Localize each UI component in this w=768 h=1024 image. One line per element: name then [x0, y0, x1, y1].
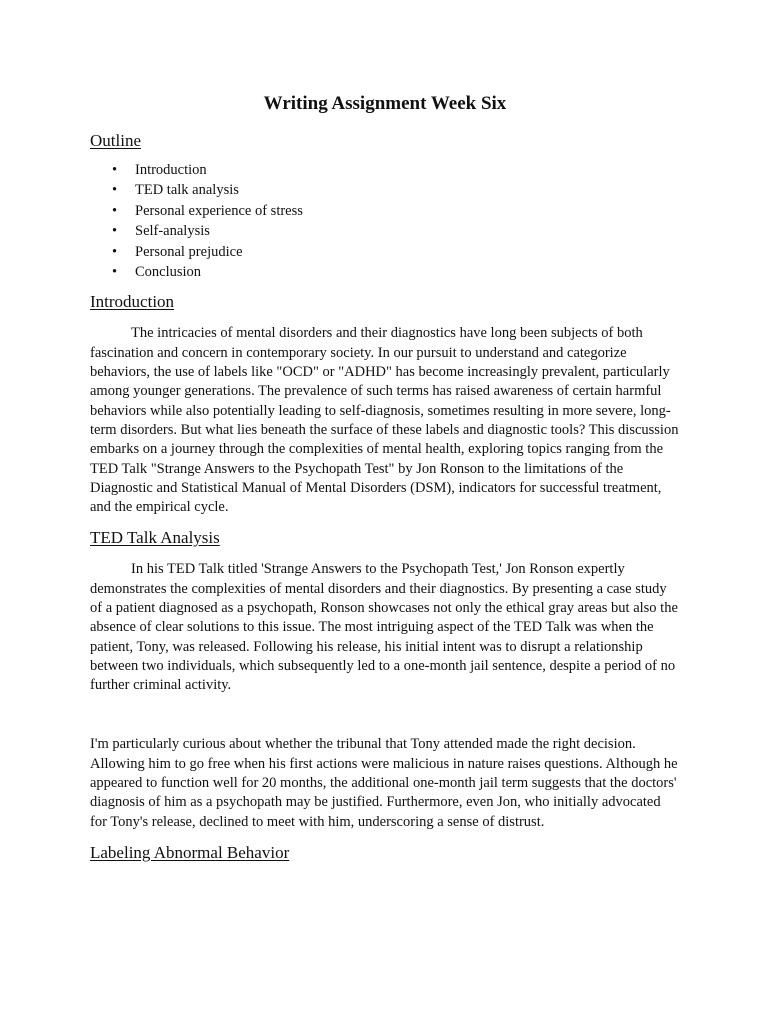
- bullet-icon: •: [112, 243, 118, 260]
- document-page: [90, 92, 680, 864]
- bullet-icon: •: [112, 202, 118, 219]
- ted-talk-paragraph-2: I'm particularly curious about whether the tribunal that Tony attended made the right decision. Allowing him to go free when his first actions were malicious in nature raises questions. Although he appeared to function well for 20 months, the additional one-month jail term suggests that the doctors' diagnosis of him as a psychopath may be justified. Furthermore, even Jon, who initially advocated for Tony's release, declined to meet with him, underscoring a sense of distrust.: [90, 736, 678, 830]
- outline-item: [112, 180, 680, 200]
- outline-item: [112, 201, 680, 221]
- bullet-icon: •: [112, 223, 118, 240]
- outline-item-label: TED talk analysis: [135, 182, 239, 199]
- outline-item-label: Introduction: [135, 162, 207, 178]
- outline-item-label: Personal prejudice: [135, 243, 243, 260]
- outline-item: [112, 262, 680, 282]
- outline-item-label: Personal experience of stress: [135, 202, 303, 219]
- bullet-icon: •: [112, 162, 118, 178]
- document-title: Writing Assignment Week Six: [263, 93, 507, 114]
- ted-talk-paragraph-1: In his TED Talk titled 'Strange Answers to the Psychopath Test,' Jon Ronson expertly demonstrates the complexities of mental disorders and their diagnostics. By presenting a case study of a patient diagnosed as a psychopath, Ronson showcases not only the ethical gray areas but also the absence of clear solutions to this issue. The most intriguing aspect of the TED Talk was when the patient, Tony, was released. Following his release, his initial intent was to disrupt a relationship between two individuals, which subsequently led to a one-month jail sentence, despite a period of no further criminal activity.: [90, 561, 678, 694]
- introduction-heading: Introduction: [90, 292, 175, 312]
- outline-item: [112, 221, 680, 241]
- bullet-icon: •: [112, 182, 118, 199]
- outline-list: [90, 160, 680, 282]
- ted-talk-heading: TED Talk Analysis: [90, 528, 220, 548]
- outline-item-label: Self-analysis: [135, 223, 210, 240]
- outline-item: [112, 242, 680, 262]
- outline-heading: Outline: [90, 131, 141, 150]
- introduction-paragraph: The intricacies of mental disorders and their diagnostics have long been subjects of both fascination and concern in contemporary society. In our pursuit to understand and categorize behaviors, the use of labels like "OCD" or "ADHD" has become increasingly prevalent, particularly among younger generations. The prevalence of such terms has raised awareness of certain harmful behaviors while also potentially leading to self-diagnosis, sometimes resulting in more severe, long-term disorders. But what lies beneath the surface of these labels and diagnostic tools? This discussion embarks on a journey through the complexities of mental health, exploring topics ranging from the TED Talk "Strange Answers to the Psychopath Test" by Jon Ronson to the limitations of the Diagnostic and Statistical Manual of Mental Disorders (DSM), indicators for successful treatment, and the empirical cycle.: [90, 325, 679, 516]
- outline-item-label: Conclusion: [135, 264, 202, 281]
- bullet-icon: •: [112, 264, 118, 281]
- labeling-heading: Labeling Abnormal Behavior: [90, 842, 290, 862]
- outline-item: [112, 160, 680, 180]
